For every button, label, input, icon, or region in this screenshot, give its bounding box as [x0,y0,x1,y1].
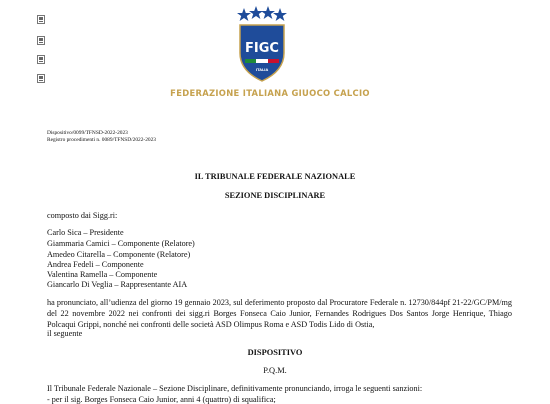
federation-name: FEDERAZIONE ITALIANA GIUOCO CALCIO [170,88,370,98]
dispositivo-heading: DISPOSITIVO [247,348,303,357]
sanction-line: - per il sig. Borges Fonseca Caio Junior, anni 4 (quattro) di squalifica; [47,395,276,404]
attachment-icon [37,74,45,83]
proceedings-paragraph: ha pronunciato, all’udienza del giorno 19 gennaio 2023, sul deferimento proposto dal Procuratore Federale n. 12730/844pf 21-22/GC/PM/mg del 22 novembre 2022 nei confronti dei sigg.ri Borges Fonseca Caio Junior, Fernandes Rodrigues Dos Santos Jorge Henrique, Thiago Polcaqui Grippi, nonché nei confronti delle società ASD Olimpus Roma e ASD Todis Lido di Ostia, [47,298,512,329]
member-line: Giammaria Camici – Componente (Relatore) [47,239,195,248]
logo-text: FIGC [245,41,279,56]
star-icon [237,6,287,21]
following-text: il seguente [47,329,83,338]
attachment-icon [37,36,45,45]
registro-reference: Registro procedimenti n. 0089/TFNSD/2022-2023 [47,137,157,143]
reference-block [47,130,156,144]
figc-logo [232,5,292,83]
member-line: Giancarlo Di Veglia – Rappresentante AIA [47,280,188,289]
court-title: IL TRIBUNALE FEDERALE NAZIONALE [194,172,356,181]
composition-intro: composto dai Sigg.ri: [47,211,118,220]
logo-subtext: ITALIA [255,68,269,72]
member-line: Amedeo Citarella – Componente (Relatore) [47,250,191,259]
pqm-text: P.Q.M. [263,366,287,375]
attachment-icon [37,15,45,24]
court-section: SEZIONE DISCIPLINARE [224,191,326,200]
member-line: Carlo Sica – Presidente [47,228,124,237]
member-line: Valentina Ramella – Componente [47,270,158,279]
dispositivo-reference: Dispositivo/0099/TFNSD-2022-2023 [47,130,128,136]
attachment-icon [37,55,45,64]
decision-text: Il Tribunale Federale Nazionale – Sezione Disciplinare, definitivamente pronunciando, irroga le seguenti sanzioni: [47,384,423,393]
member-line: Andrea Fedeli – Componente [47,260,144,269]
